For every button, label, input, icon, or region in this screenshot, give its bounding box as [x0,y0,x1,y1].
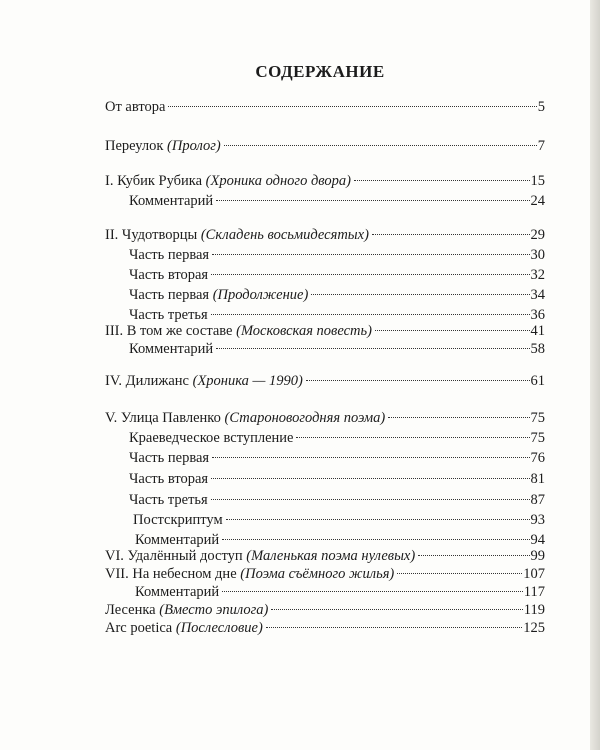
entry-title: Постскриптум [133,512,223,528]
page-number: 99 [530,548,545,564]
page-number: 7 [537,138,545,154]
page-number: 61 [530,373,545,389]
page-number: 125 [523,620,545,636]
entry-subtitle: (Московская повесть) [236,323,372,339]
entry-title: Часть первая [129,450,210,466]
toc-entry [129,429,545,447]
entry-subtitle: (Маленькая поэма нулевых) [246,548,416,564]
entry-title: Комментарий [135,532,220,548]
dot-leader [222,539,529,540]
page-number: 75 [530,430,545,446]
page-number: 34 [530,287,545,303]
dot-leader [212,457,529,458]
entry-subtitle: (Вместо эпилога) [159,602,269,618]
page-number: 117 [523,584,545,600]
dot-leader [226,519,530,520]
toc-entry [129,246,545,264]
toc-entry [129,491,545,509]
entry-subtitle: (Продолжение) [212,287,309,303]
dot-leader [211,314,530,315]
dot-leader [266,627,522,628]
toc-entry [105,172,545,190]
toc-entry [133,511,545,529]
entry-title: Часть первая [129,287,213,303]
page-number: 107 [523,566,545,582]
dot-leader [375,330,530,331]
entry-title: Часть вторая [129,267,209,283]
entry-title: II. Чудотворцы [105,227,201,243]
page-number: 15 [530,173,545,189]
entry-subtitle: (Поэма съёмного жилья) [240,566,395,582]
page-number: 29 [530,227,545,243]
entry-title: VII. На небесном дне [105,566,241,582]
toc-entry [129,286,545,304]
page-number: 87 [530,492,545,508]
entry-title: Переулок [105,138,168,154]
toc-entry [129,192,545,210]
page-number: 30 [530,247,545,263]
entry-title: Комментарий [129,193,214,209]
toc-entry [105,226,545,244]
entry-title: III. В том же составе [105,323,237,339]
entry-title: Часть вторая [129,471,209,487]
dot-leader [168,106,536,107]
page-number: 76 [530,450,545,466]
toc-entry [105,137,545,155]
toc-entry [105,372,545,390]
toc-entry [129,470,545,488]
page-number: 32 [530,267,545,283]
page-number: 41 [530,323,545,339]
toc-entry [105,98,545,116]
toc-entry [129,340,545,358]
dot-leader [224,145,537,146]
entry-title: Краеведческое вступление [129,430,294,446]
page-title: СОДЕРЖАНИЕ [255,62,385,81]
entry-title: От автора [105,99,166,115]
page-number: 93 [530,512,545,528]
entry-title: VI. Удалённый доступ [105,548,247,564]
page-number: 75 [530,410,545,426]
entry-subtitle: (Пролог) [167,138,221,154]
dot-leader [372,234,530,235]
page-number: 24 [530,193,545,209]
dot-leader [212,254,529,255]
toc-entry [129,266,545,284]
entry-title: IV. Дилижанс [105,373,193,389]
entry-title: Комментарий [129,341,214,357]
entry-title: Часть третья [129,307,208,323]
page-edge [590,0,600,750]
dot-leader [397,573,522,574]
page-number: 36 [530,307,545,323]
toc-entry [129,449,545,467]
toc-entry [105,565,545,583]
entry-subtitle: (Староновогодняя поэма) [224,410,386,426]
dot-leader [222,591,523,592]
toc-entry [105,409,545,427]
entry-title: I. Кубик Рубика [105,173,206,189]
toc-entry [105,601,545,619]
page-number: 81 [530,471,545,487]
dot-leader [271,609,522,610]
dot-leader [216,348,529,349]
page-number: 94 [530,532,545,548]
entry-subtitle: (Складень восьмидесятых) [200,227,369,243]
dot-leader [296,437,529,438]
toc-entry [105,619,545,637]
entry-subtitle: (Хроника одного двора) [205,173,351,189]
toc-entry [105,547,545,565]
dot-leader [306,380,530,381]
entry-title: Лесенка [105,602,160,618]
dot-leader [311,294,529,295]
page-number: 119 [523,602,545,618]
entry-title: V. Улица Павленко [105,410,225,426]
dot-leader [211,478,529,479]
dot-leader [418,555,529,556]
dot-leader [211,274,529,275]
page-number: 5 [537,99,545,115]
page-number: 58 [530,341,545,357]
dot-leader [354,180,530,181]
entry-subtitle: (Хроника — 1990) [192,373,303,389]
dot-leader [388,417,529,418]
dot-leader [211,499,530,500]
entry-title: Часть первая [129,247,210,263]
dot-leader [216,200,529,201]
toc-entry [105,322,545,340]
entry-subtitle: (Послесловие) [175,620,263,636]
entry-title: Часть третья [129,492,208,508]
toc-entry [135,583,545,601]
entry-title: Комментарий [135,584,220,600]
entry-title: Arc poetica [105,620,176,636]
